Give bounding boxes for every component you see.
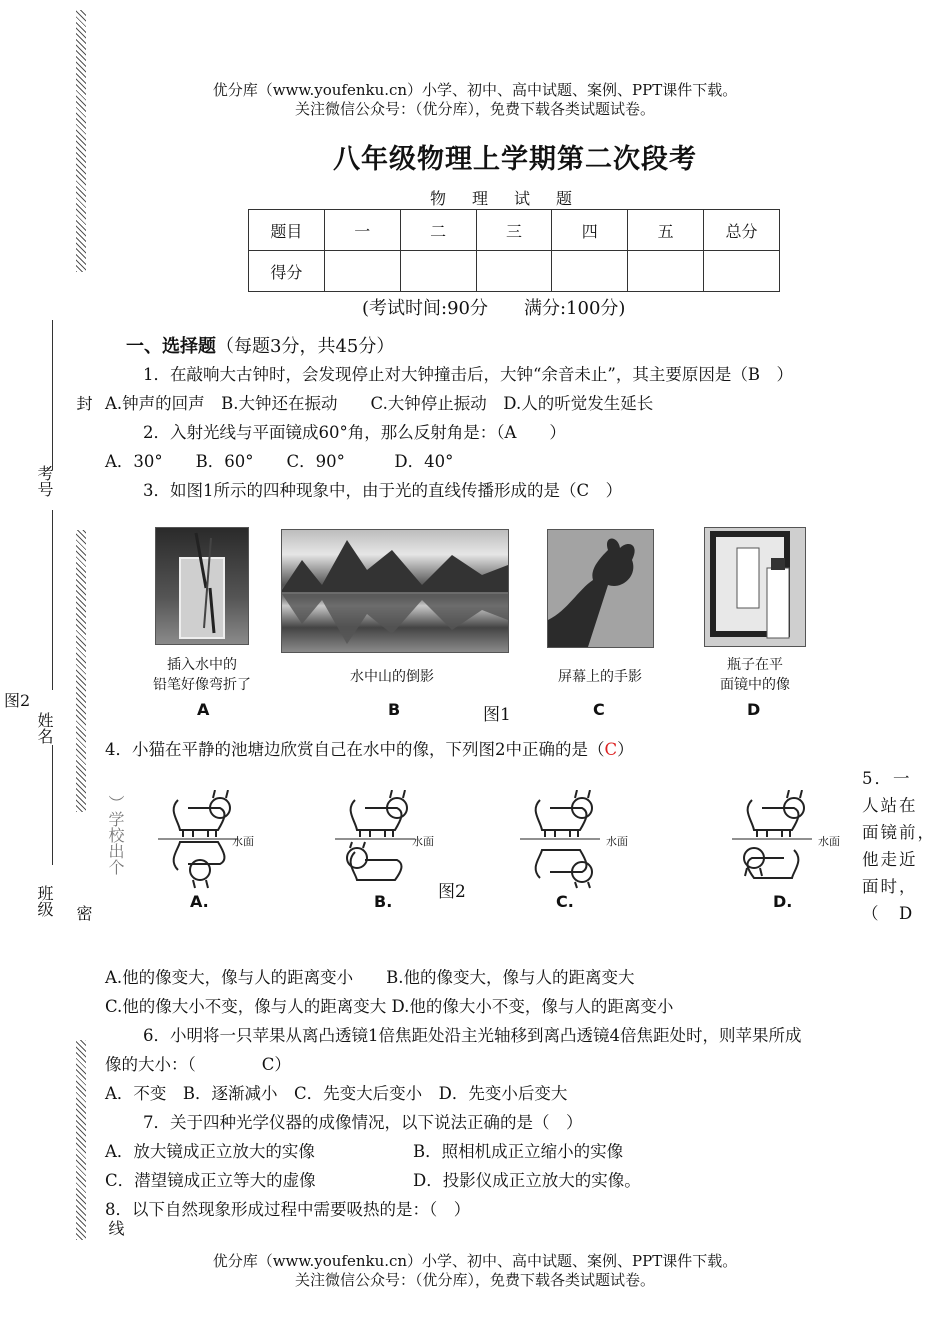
fig1-caption-d — [695, 655, 815, 695]
cat-reflection-icon — [158, 790, 298, 890]
q7-option-c: C．潜望镜成正立等大的虚像 — [105, 1171, 316, 1190]
header-line-2: 关注微信公众号：（优分库），免费下载各类试题试卷。 — [294, 100, 655, 118]
margin-feng: 封 — [74, 395, 93, 411]
fig2-water-b: 水面 — [412, 835, 434, 848]
q1-stem: 1．在敲响大古钟时，会发现停止对大钟撞击后，大钟“余音未止”，其主要原因是（B ） — [143, 365, 793, 384]
fig1-label: 图1 — [483, 705, 511, 725]
footer-line-1: 优分库（www.youfenku.cn）小学、初中、高中试题、案例、PPT课件下载。 — [212, 1252, 738, 1270]
q4-stem — [105, 737, 634, 763]
subtitle: 物理试题 — [430, 189, 599, 208]
header-line-1: 优分库（www.youfenku.cn）小学、初中、高中试题、案例、PPT课件下载。 — [212, 81, 738, 99]
cell: 一 — [324, 210, 400, 251]
margin-xingming: 姓名 — [35, 712, 54, 744]
fig1-letter-d: D — [747, 700, 761, 719]
q1-options: A.钟声的回声 B.大钟还在振动 C.大钟停止振动 D.人的听觉发生延长 — [105, 394, 654, 413]
glass-pencil-icon — [156, 528, 248, 644]
fig1-photo-d — [704, 527, 806, 647]
cell: 五 — [628, 210, 704, 251]
section-title: 一、选择题 — [126, 336, 216, 357]
cell: 题目 — [249, 210, 325, 251]
q5-option-cd: C.他的像大小不变，像与人的距离变大 D.他的像大小不变，像与人的距离变小 — [105, 997, 674, 1016]
score-value-row — [249, 251, 780, 292]
hand-shadow-icon — [548, 530, 653, 647]
q5-line: 面镜前， — [862, 823, 936, 842]
score-cell[interactable] — [552, 251, 628, 292]
q7-option-a: A．放大镜成正立放大的实像 — [105, 1142, 315, 1161]
margin-kaohao: 考号 — [35, 465, 54, 497]
q2-options: A．30° B．60° C．90° D．40° — [105, 452, 454, 471]
caption-line: 瓶子在平 — [727, 657, 783, 673]
q5-line: 人站在 — [862, 796, 918, 815]
caption-line: 水中山的倒影 — [350, 669, 434, 685]
score-cell[interactable] — [476, 251, 552, 292]
cell: 得分 — [249, 251, 325, 292]
fig2-water-c: 水面 — [606, 835, 628, 848]
caption-line: 屏幕上的手影 — [558, 669, 642, 685]
fig2-option-c — [520, 790, 660, 894]
banji-line — [52, 745, 53, 865]
cell: 四 — [552, 210, 628, 251]
fig2-water-d: 水面 — [818, 835, 840, 848]
xingming-line — [52, 510, 53, 690]
binding-hatch-middle — [76, 530, 86, 812]
caption-line: 面镜中的像 — [720, 677, 790, 693]
footer-line-2: 关注微信公众号：（优分库），免费下载各类试题试卷。 — [294, 1271, 655, 1289]
q2-stem: 2．入射光线与平面镜成60°角，那么反射角是：（A ） — [143, 423, 566, 442]
section-heading — [126, 334, 394, 360]
caption-line: 铅笔好像弯折了 — [153, 677, 251, 693]
score-header-row — [249, 210, 780, 251]
q5-option-ab: A.他的像变大，像与人的距离变小 B.他的像变大，像与人的距离变大 — [105, 968, 635, 987]
fig2-letter-d: D. — [773, 892, 793, 911]
margin-xian: 线 — [106, 1220, 125, 1236]
q3-stem: 3．如图1所示的四种现象中，由于光的直线传播形成的是（C ） — [143, 481, 623, 500]
q5-stem-column — [862, 765, 936, 927]
cell: 总分 — [704, 210, 780, 251]
q5-line: （ D — [862, 904, 915, 923]
fig1-photo-a — [155, 527, 249, 645]
q6-stem-2: 像的大小：（ C） — [105, 1055, 291, 1074]
q4-stem-before: 4．小猫在平静的池塘边欣赏自己在水中的像，下列图2中正确的是（ — [105, 740, 605, 759]
cat-reflection-icon — [732, 790, 872, 890]
fig1-caption-b — [312, 667, 472, 687]
q7-option-d: D．投影仪成正立放大的实像。 — [413, 1171, 641, 1190]
cat-reflection-icon — [335, 790, 475, 890]
fig1-letter-b: B — [388, 700, 401, 719]
fig1-photo-b — [281, 529, 509, 653]
fig1-letter-a: A — [197, 700, 210, 719]
score-table — [248, 209, 780, 292]
binding-hatch-bottom — [76, 1040, 86, 1240]
q7-stem: 7．关于四种光学仪器的成像情况，以下说法正确的是（ ） — [143, 1113, 583, 1132]
q8-stem: 8．以下自然现象形成过程中需要吸热的是：（ ） — [105, 1200, 471, 1219]
fig1-caption-c — [540, 667, 660, 687]
q6-options: A．不变 B．逐渐减小 C．先变大后变小 D．先变小后变大 — [105, 1084, 568, 1103]
mountain-reflection-icon — [282, 530, 508, 652]
fig2-option-d — [732, 790, 872, 894]
q4-answer: C — [604, 740, 618, 759]
score-cell[interactable] — [324, 251, 400, 292]
cell: 二 — [400, 210, 476, 251]
margin-mi: 密 — [74, 905, 93, 921]
fig2-letter-a: A. — [190, 892, 209, 911]
margin-fig2-stray: 图2 — [4, 691, 31, 710]
q6-stem: 6．小明将一只苹果从离凸透镜1倍焦距处沿主光轴移到离凸透镜4倍焦距处时，则苹果所成 — [143, 1026, 802, 1045]
q4-stem-after: ） — [617, 740, 634, 759]
q7-option-b: B．照相机成正立缩小的实像 — [413, 1142, 624, 1161]
fig2-letter-c: C. — [556, 892, 574, 911]
cell: 三 — [476, 210, 552, 251]
fig2-label: 图2 — [438, 882, 466, 902]
fig1-photo-c — [547, 529, 654, 648]
fig2-water-a: 水面 — [232, 835, 254, 848]
q5-line: 面时， — [862, 877, 918, 896]
margin-banji: 班级 — [35, 885, 54, 917]
q5-line: 他走近 — [862, 850, 918, 869]
fig2-option-a — [158, 790, 298, 894]
section-note: （每题3分，共45分） — [216, 336, 395, 357]
q5-line: 5．一 — [862, 769, 912, 788]
exam-info: (考试时间:90分 满分:100分) — [362, 298, 626, 319]
fig1-caption-a — [140, 655, 264, 695]
margin-stray-chars: ）学校出个 — [106, 795, 125, 875]
score-cell[interactable] — [704, 251, 780, 292]
cat-reflection-icon — [520, 790, 660, 890]
score-cell[interactable] — [628, 251, 704, 292]
fig2-letter-b: B. — [374, 892, 393, 911]
mirror-bottle-icon — [705, 528, 805, 646]
kaohao-line — [52, 320, 53, 470]
score-cell[interactable] — [400, 251, 476, 292]
caption-line: 插入水中的 — [167, 657, 237, 673]
page-title: 八年级物理上学期第二次段考 — [333, 144, 697, 175]
fig1-letter-c: C — [593, 700, 605, 719]
